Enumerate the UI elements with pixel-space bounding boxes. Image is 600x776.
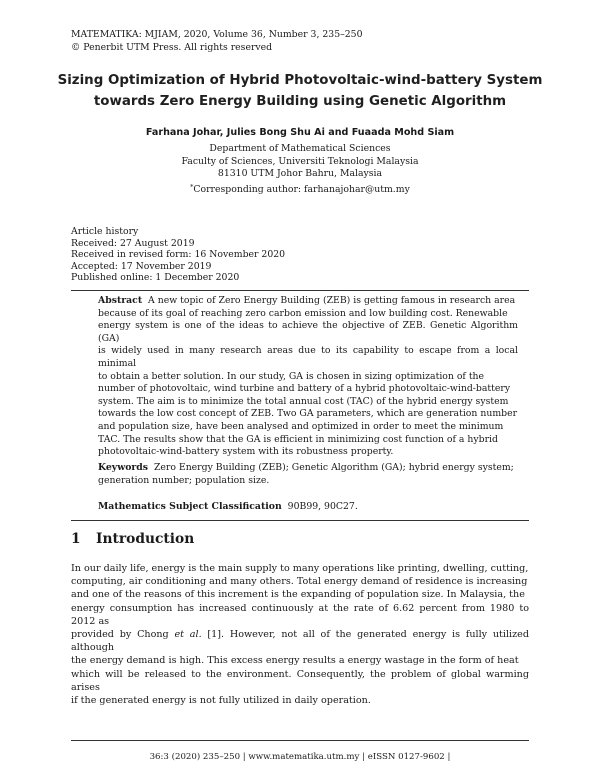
keywords-text-1: Zero Energy Building (ZEB); Genetic Algorithm (GA); hybrid energy system;	[153, 462, 514, 473]
abstract-line: energy system is one of the ideas to achieve the objective of ZEB. Genetic Algorithm (GA)	[98, 320, 518, 344]
abstract-line: TAC. The results show that the GA is efficient in minimizing cost function of a hybrid	[98, 433, 498, 445]
history-heading: Article history	[71, 226, 139, 237]
author-list: Farhana Johar, Julies Bong Shu Ai and Fuaada Mohd Siam	[145, 127, 455, 138]
divider-top	[71, 290, 529, 291]
keywords-text-2: generation number; population size.	[98, 474, 270, 486]
journal-header	[71, 28, 363, 54]
keywords-label: Keywords	[98, 462, 149, 473]
abstract-line: system. The aim is to minimize the total annual cost (TAC) of the hybrid energy system	[98, 395, 509, 407]
msc-classification	[98, 501, 518, 514]
history-published: Published online: 1 December 2020	[71, 272, 240, 284]
affil-dept: Department of Mathematical Sciences	[209, 143, 391, 154]
page-footer: 36:3 (2020) 235–250 | www.matematika.utm.my | eISSN 0127-9602 |	[149, 752, 451, 762]
affil-faculty: Faculty of Sciences, Universiti Teknologi Malaysia	[181, 155, 419, 167]
section-number: 1	[71, 531, 81, 547]
keywords	[98, 462, 518, 487]
abstract-line: towards the low cost concept of ZEB. Two GA parameters, which are generation number	[98, 408, 518, 420]
et-al: et al.	[174, 629, 202, 641]
abstract-line: and population size, have been analysed and optimized in order to meet the minimum	[98, 420, 504, 432]
abstract-line: number of photovoltaic, wind turbine and battery of a hybrid photovoltaic-wind-battery	[98, 383, 511, 395]
section-title: Introduction	[96, 531, 195, 547]
divider-bottom	[71, 520, 529, 521]
abstract-line: is widely used in many research areas due to its capability to escape from a local minimal	[98, 345, 518, 369]
history-revised: Received in revised form: 16 November 2020	[71, 249, 286, 261]
msc-value: 90B99, 90C27.	[287, 501, 358, 512]
corresponding-author	[40, 181, 560, 197]
history-accepted: Accepted: 17 November 2019	[71, 260, 212, 272]
article-history	[71, 226, 285, 284]
corresponding-text: Corresponding author: farhanajohar@utm.my	[193, 183, 410, 195]
citation-link[interactable]: [1]	[207, 629, 221, 641]
introduction-paragraph: In our daily life, energy is the main supply to many operations like printing, dwelling, cutting, computing, air conditioning and many others. Total energy demand of residence is increasing and one of the reasons of this increment is the expanding of population size. In Malaysia, the energy consumption has increased continuously at the rate of 6.62 percent from 1980 to 2012 as provided by Chong et al. [1]. However, not all of the generated energy is fully utilized although the energy demand is high. This excess energy results a energy wastage in the form of heat which will be released to the environment. Consequently, the problem of global warming arises if the generated energy is not fully utilized in daily operation.	[71, 563, 529, 707]
abstract-label: Abstract	[98, 295, 143, 306]
copyright-line: © Penerbit UTM Press. All rights reserved	[71, 42, 273, 53]
affil-address: 81310 UTM Johor Bahru, Malaysia	[217, 168, 383, 180]
msc-label: Mathematics Subject Classification	[98, 501, 282, 512]
abstract-line: to obtain a better solution. In our study, GA is chosen in sizing optimization of the	[98, 370, 485, 382]
abstract	[98, 295, 518, 459]
abstract-line: Abstract A new topic of Zero Energy Building (ZEB) is getting famous in research area	[98, 295, 516, 306]
journal-line: MATEMATIKA: MJIAM, 2020, Volume 36, Number 3, 235–250	[71, 29, 363, 40]
affiliation	[40, 143, 560, 196]
title-line-2: towards Zero Energy Building using Genetic Algorithm	[93, 94, 507, 109]
abstract-line: because of its goal of reaching zero carbon emission and low building cost. Renewable	[98, 307, 508, 319]
title-line-1: Sizing Optimization of Hybrid Photovoltaic-wind-battery System	[57, 73, 543, 88]
footer-rule	[71, 740, 529, 741]
paper-title	[40, 70, 560, 112]
abstract-line: photovoltaic-wind-battery system with its robustness property.	[98, 446, 394, 458]
history-received: Received: 27 August 2019	[71, 237, 195, 249]
corresponding-mark: *	[190, 182, 194, 191]
section-heading	[71, 531, 194, 547]
